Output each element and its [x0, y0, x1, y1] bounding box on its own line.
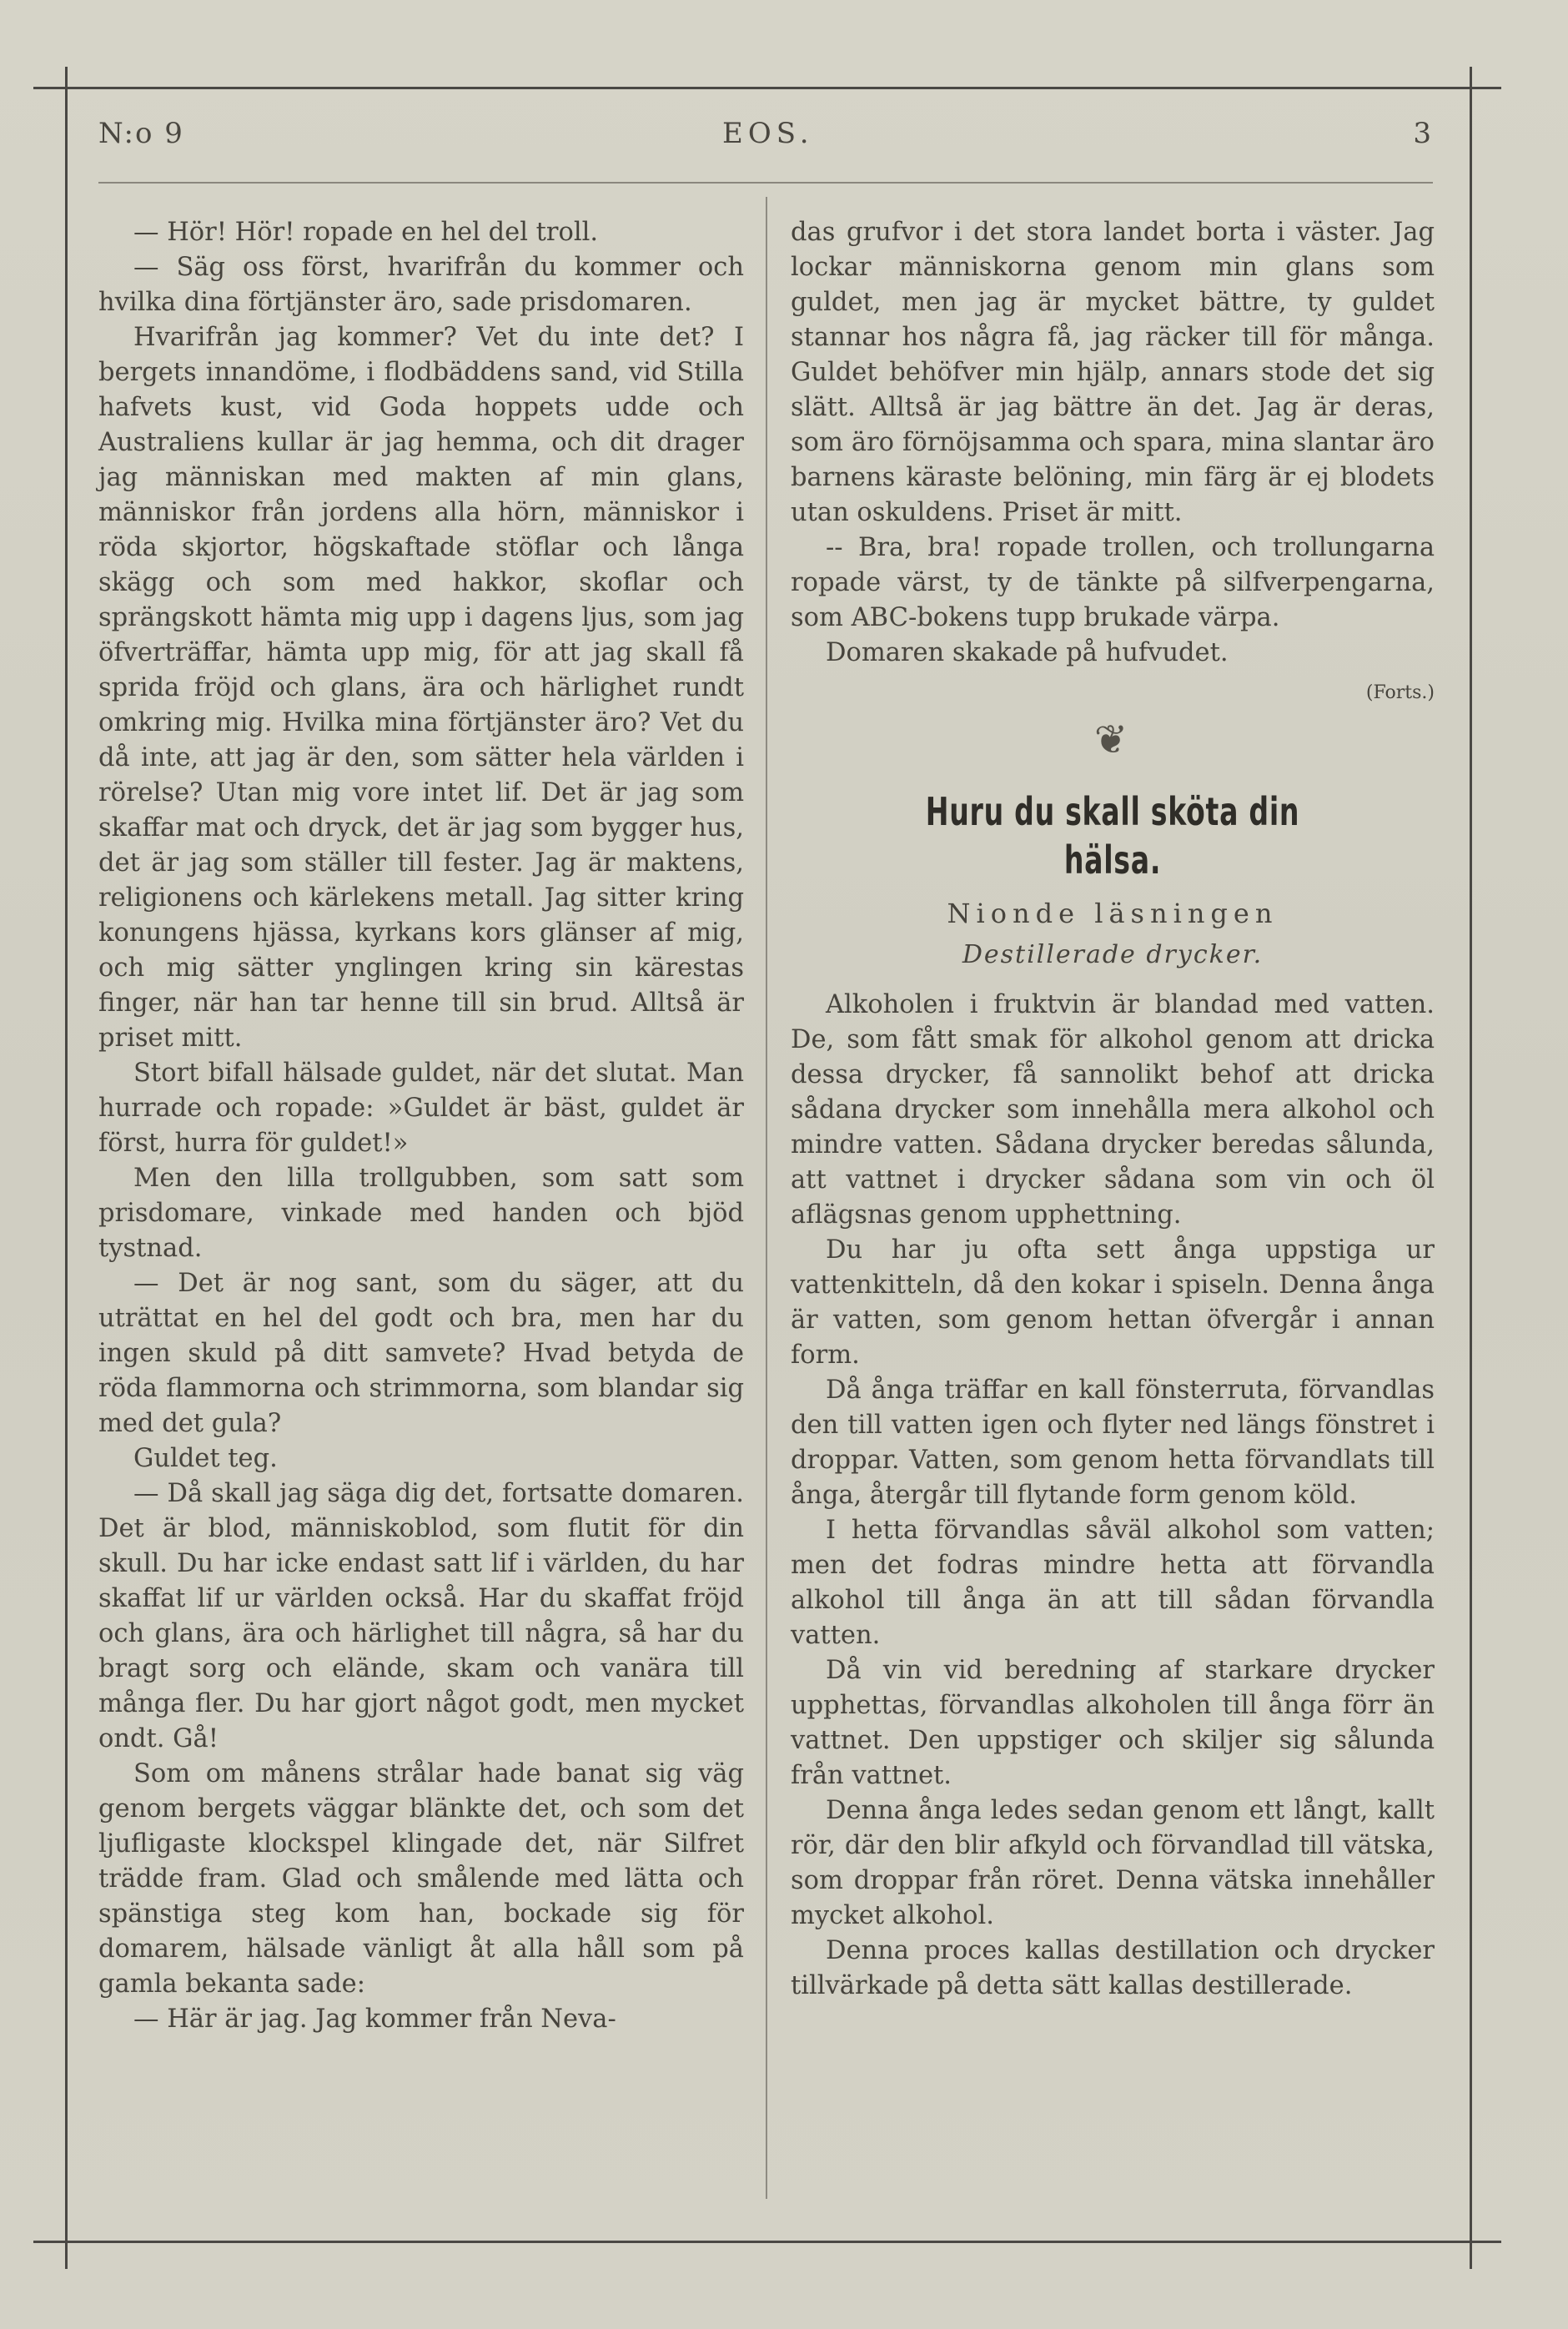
lecture-heading: Nionde läsningen — [947, 898, 1279, 929]
right-column — [791, 215, 1435, 2004]
bottom-crop-line — [33, 2241, 1501, 2243]
issue-number: N:o 9 — [98, 117, 184, 150]
paragraph: — Det är nog sant, som du säger, att du uträttat en hel del godt och bra, men har du ingen skuld på ditt samvete? Hvad betyda de röda flammorna och strimmorna, som blandar sig med det gula? — [98, 1269, 744, 1438]
paragraph: — Här är jag. Jag kommer från Neva- — [133, 2005, 616, 2034]
header-rule — [98, 182, 1433, 184]
paragraph: Hvarifrån jag kommer? Vet du inte det? I bergets innandöme, i flodbäddens sand, vid Stilla hafvets kust, vid Goda hoppets udde och Australiens kullar är jag hemma, och dit drager jag människan med makten af min glans, människor från jordens alla hörn, människor i röda skjortor, högskaftade stöflar och långa skägg och som med hakkor, skoflar och sprängskott hämta mig upp i dagens ljus, som jag öfverträffar, hämta upp mig, för att jag skall få sprida fröjd och glans, ära och härlighet rundt omkring mig. Hvilka mina förtjänster äro? Vet du då inte, att jag är den, som sätter hela världen i rörelse? Utan mig vore intet lif. Det är jag som skaffar mat och dryck, det är jag som bygger hus, det är jag som ställer till fester. Jag är maktens, religionens och kärlekens metall. Jag sitter kring konungens hjässa, kyrkans kors glänser af mig, och mig sätter ynglingen kring sin kärestas finger, när han tar henne till sin brud. Alltså är priset mitt. — [98, 323, 744, 1053]
article-paragraph: Då ånga träffar en kall fönsterruta, förvandlas den till vatten igen och flyter ned längs fönstret i droppar. Vatten, som genom hetta förvandlats till ånga, återgår till flytande form genom köld. — [791, 1376, 1435, 1510]
right-crop-line — [1470, 67, 1472, 2269]
left-column — [98, 215, 744, 2037]
article-paragraph: Då vin vid beredning af starkare drycker upphettas, förvandlas alkoholen till ånga förr än vattnet. Den uppstiger och skiljer sig sålunda från vattnet. — [791, 1656, 1435, 1790]
paragraph: — Säg oss först, hvarifrån du kommer och hvilka dina förtjänster äro, sade prisdomaren. — [98, 253, 744, 317]
fleuron-ornament-icon: ❦ — [1093, 717, 1132, 763]
article-subtitle: Destillerade drycker. — [962, 940, 1264, 969]
left-crop-line — [65, 67, 68, 2269]
paragraph: — Hör! Hör! ropade en hel del troll. — [133, 218, 599, 247]
article-paragraph: I hetta förvandlas såväl alkohol som vatten; men det fodras mindre hetta att förvandla alkohol till ånga än att till sådan förvandla vatten. — [791, 1516, 1435, 1650]
page-number: 3 — [1413, 117, 1433, 150]
journal-title: EOS. — [722, 117, 814, 150]
paragraph: — Då skall jag säga dig det, fortsatte domaren. Det är blod, människoblod, som flutit för din skull. Du har icke endast satt lif i världen, du har skaffat lif ur världen också. Har du skaffat fröjd och glans, ära och härlighet till några, så har du bragt sorg och elände, skam och vanära till många fler. Du har gjort något godt, men mycket ondt. Gå! — [98, 1479, 744, 1753]
paragraph: Guldet teg. — [133, 1444, 278, 1473]
paragraph: Som om månens strålar hade banat sig väg genom bergets väggar blänkte det, och som det ljufligaste klockspel klingade det, när Silfret trädde fram. Glad och smålende med lätta och spänstiga steg kom han, bockade sig för domarem, hälsade vänligt åt alla håll som på gamla bekanta sade: — [98, 1759, 744, 1999]
article-paragraph: Alkoholen i fruktvin är blandad med vatten. De, som fått smak för alkohol genom att dricka dessa drycker, få sannolikt behof att dricka sådana drycker som innehålla mera alkohol och mindre vatten. Sådana drycker beredas sålunda, att vattnet i drycker sådana som vin och öl aflägsnas genom upphettning. — [791, 990, 1435, 1230]
article-paragraph: Denna ånga ledes sedan genom ett långt, kallt rör, där den blir afkyld och förvandlad till vätska, som droppar från röret. Denna vätska innehåller mycket alkohol. — [791, 1796, 1435, 1930]
paragraph: das grufvor i det stora landet borta i väster. Jag lockar människorna genom min glans som guldet, men jag är mycket bättre, ty guldet stannar hos några få, jag räcker till för många. Guldet behöfver min hjälp, annars stode det sig slätt. Alltså är jag bättre än det. Jag är deras, som äro förnöjsamma och spara, mina slantar äro barnens käraste belöning, min färg är ej blodets utan oskuldens. Priset är mitt. — [791, 218, 1435, 527]
paragraph: -- Bra, bra! ropade trollen, och trollungarna ropade värst, ty de tänkte på silfverpengarna, som ABC-bokens tupp brukade värpa. — [791, 533, 1435, 632]
top-crop-line — [33, 87, 1501, 89]
paragraph: Stort bifall hälsade guldet, när det slutat. Man hurrade och ropade: »Guldet är bäst, guldet är först, hurra för guldet!» — [98, 1059, 744, 1158]
column-divider — [766, 197, 767, 2199]
continued-note: (Forts.) — [1365, 682, 1435, 703]
article-paragraph: Du har ju ofta sett ånga uppstiga ur vattenkitteln, då den kokar i spiseln. Denna ånga är vatten, som genom hettan öfvergår i annan form. — [791, 1235, 1435, 1370]
page-header — [98, 117, 1433, 167]
paragraph: Domaren skakade på hufvudet. — [826, 638, 1229, 667]
paragraph: Men den lilla trollgubben, som satt som prisdomare, vinkade med handen och bjöd tystnad. — [98, 1164, 744, 1263]
article-title: Huru du skall sköta din hälsa. — [925, 789, 1300, 883]
article-paragraph: Denna proces kallas destillation och drycker tillvärkade på detta sätt kallas destillerade. — [791, 1936, 1435, 2000]
